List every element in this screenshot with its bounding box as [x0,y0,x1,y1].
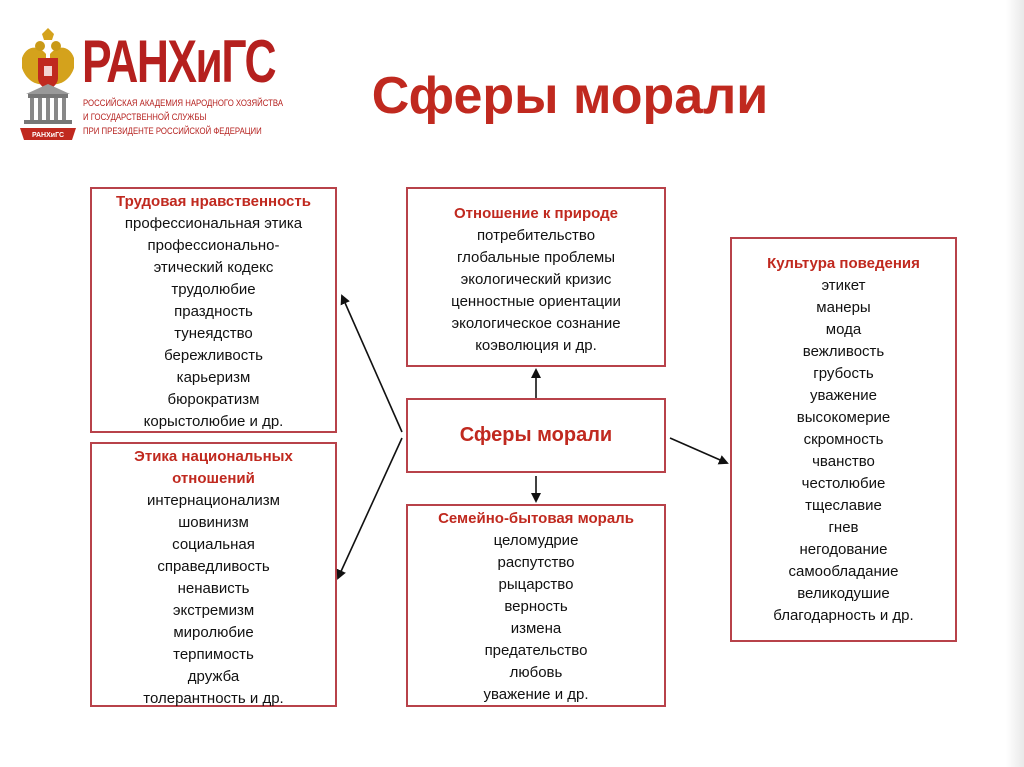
national-ethics-heading-line-2: отношений [172,470,255,487]
list-item: бережливость [164,347,263,364]
nature-relation-box [406,187,666,367]
list-item: корыстолюбие и др. [143,413,284,430]
list-item: честолюбие [801,475,886,492]
central-node-box [406,398,666,473]
list-item: дружба [187,668,240,685]
logo-subtitle-line-3: ПРИ ПРЕЗИДЕНТЕ РОССИЙСКОЙ ФЕДЕРАЦИИ [83,126,262,137]
family-morality-box [406,504,666,707]
list-item: интернационализм [147,492,280,509]
arrow-to-nation [338,438,402,578]
family-morality-heading: Семейно-бытовая мораль [438,510,634,527]
logo-brand-text: РАНХиГС [82,28,276,95]
list-item: шовинизм [178,514,249,531]
list-item: справедливость [157,558,270,575]
double-headed-eagle-icon [16,28,80,146]
list-item: толерантность и др. [143,690,284,707]
list-item: тунеядство [174,325,253,342]
list-item: высокомерие [796,409,891,426]
list-item: праздность [174,303,253,320]
list-item: социальная [172,536,255,553]
list-item: предательство [484,642,588,659]
list-item: тщеславие [805,497,882,514]
logo-subtitle-line-1: РОССИЙСКАЯ АКАДЕМИЯ НАРОДНОГО ХОЗЯЙСТВА [83,98,284,109]
list-item: вежливость [802,343,885,360]
central-node-label: Сферы морали [459,424,613,446]
list-item: распутство [497,554,575,571]
list-item: целомудрие [493,532,579,549]
emblem-ribbon-text: РАНХиГС [31,132,65,139]
list-item: манеры [816,299,871,316]
arrow-to-culture [670,438,727,463]
labor-morality-box [90,187,337,433]
list-item: мода [825,321,862,338]
logo-subtitle-line-2: И ГОСУДАРСТВЕННОЙ СЛУЖБЫ [83,112,207,123]
list-item: великодушие [797,585,890,602]
list-item: измена [510,620,562,637]
list-item: ценностные ориентации [451,293,621,310]
list-item: бюрократизм [167,391,260,408]
list-item: глобальные проблемы [456,249,616,266]
list-item: негодование [799,541,888,558]
list-item: терпимость [173,646,254,663]
list-item: экологический кризис [460,271,612,288]
list-item: ненависть [177,580,250,597]
list-item: этический кодекс [153,259,274,276]
list-item: профессиональная этика [124,215,303,232]
list-item: грубость [813,365,874,382]
list-item: самообладание [788,563,899,580]
list-item: чванство [812,453,875,470]
list-item: этикет [821,277,866,294]
page-title: Сферы морали [371,67,769,125]
list-item: профессионально- [147,237,280,254]
list-item: гнев [828,519,859,536]
list-item: трудолюбие [171,281,256,298]
list-item: экстремизм [172,602,255,619]
list-item: карьеризм [176,369,251,386]
list-item: миролюбие [173,624,254,641]
list-item: скромность [803,431,884,448]
list-item: уважение и др. [483,686,589,703]
ranepa-logo [16,28,284,146]
slide-edge-shadow [1006,0,1024,767]
list-item: рыцарство [498,576,574,593]
nature-relation-heading: Отношение к природе [454,205,618,222]
list-item: верность [504,598,568,615]
labor-morality-heading: Трудовая нравственность [116,193,311,210]
list-item: любовь [509,664,563,681]
behavior-culture-heading: Культура поведения [767,255,920,272]
behavior-culture-box [730,237,957,642]
arrow-to-labor [342,296,402,432]
list-item: экологическое сознание [451,315,621,332]
national-ethics-box [90,442,337,707]
list-item: благодарность и др. [773,607,914,624]
list-item: уважение [809,387,878,404]
list-item: коэволюция и др. [475,337,597,354]
list-item: потребительство [476,227,596,244]
national-ethics-heading-line-1: Этика национальных [134,448,293,465]
